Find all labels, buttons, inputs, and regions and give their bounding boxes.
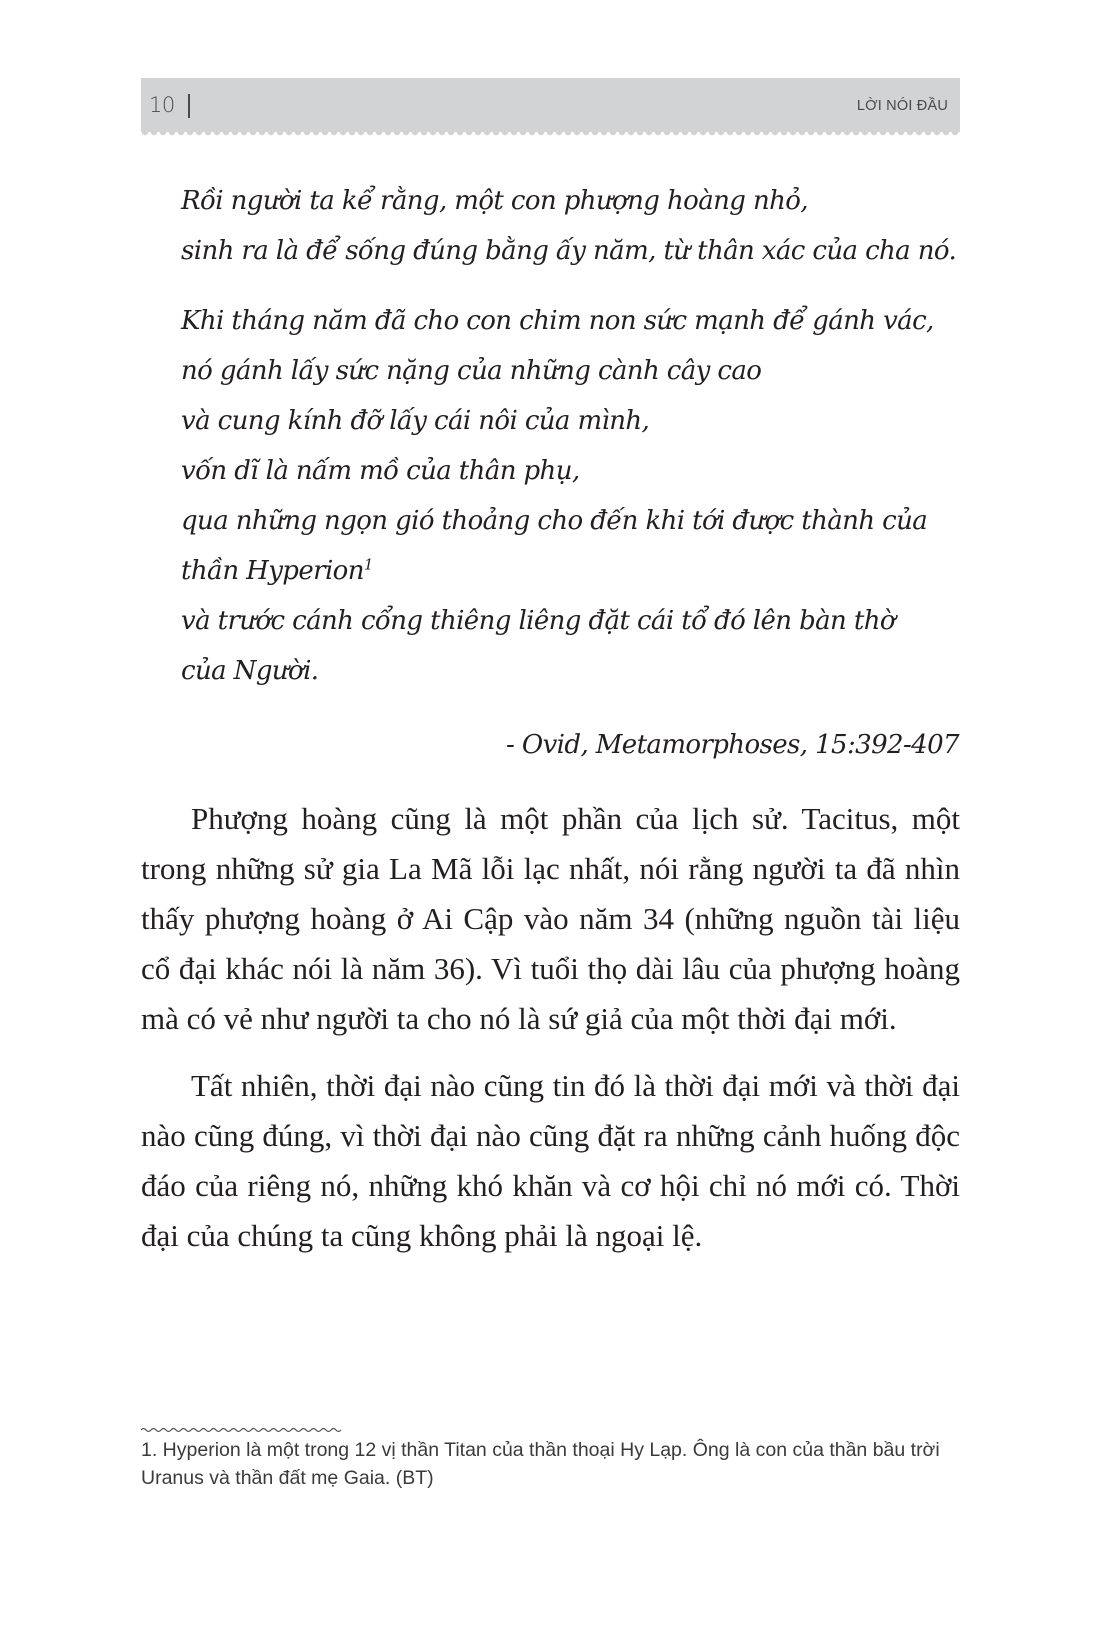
footnote-separator-wave: [141, 1426, 342, 1434]
poem-line: vốn dĩ là nấm mồ của thân phụ,: [181, 456, 580, 486]
poem-line: nó gánh lấy sức nặng của những cành cây cao: [181, 356, 762, 386]
poem-line: sinh ra là để sống đúng bằng ấy năm, từ thân xác của cha nó.: [181, 236, 957, 266]
body-text: [141, 794, 960, 1261]
poem-line: qua những ngọn gió thoảng cho đến khi tới được thành của: [181, 506, 928, 536]
poem-attribution: - Ovid, Metamorphoses, 15:392-407: [506, 730, 959, 760]
poem-line: Khi tháng năm đã cho con chim non sức mạnh để gánh vác,: [181, 306, 934, 336]
header-divider: [188, 94, 190, 118]
poem-stanza-2: [181, 296, 961, 696]
running-header: [141, 78, 960, 132]
poem-stanza-1: [181, 176, 961, 276]
footnote-reference[interactable]: 1: [363, 555, 373, 574]
poem-line-text: thần Hyperion: [181, 556, 364, 586]
poem-line: và trước cánh cổng thiêng liêng đặt cái tổ đó lên bàn thờ: [181, 606, 895, 636]
body-paragraph: Tất nhiên, thời đại nào cũng tin đó là thời đại mới và thời đại nào cũng đúng, vì thời đại nào cũng đặt ra những cảnh huống độc đáo của riêng nó, những khó khăn và cơ hội chỉ nó mới có. Thời đại của chúng ta cũng không phải là ngoại lệ.: [141, 1068, 960, 1253]
poem-line: và cung kính đỡ lấy cái nôi của mình,: [181, 406, 650, 436]
body-paragraph: Phượng hoàng cũng là một phần của lịch sử. Tacitus, một trong những sử gia La Mã lỗi lạc nhất, nói rằng người ta đã nhìn thấy phượng hoàng ở Ai Cập vào năm 34 (những nguồn tài liệu cổ đại khác nói là năm 36). Vì tuổi thọ dài lâu của phượng hoàng mà có vẻ như người ta cho nó là sứ giả của một thời đại mới.: [141, 801, 960, 1036]
footnote-1: 1. Hyperion là một trong 12 vị thần Titan của thần thoại Hy Lạp. Ông là con của thần bầu trời Uranus và thần đất mẹ Gaia. (BT): [141, 1439, 940, 1489]
page-number: 10: [149, 93, 175, 117]
running-title: LỜI NÓI ĐẦU: [856, 98, 948, 114]
poem-line: Rồi người ta kể rằng, một con phượng hoàng nhỏ,: [181, 186, 808, 216]
poem-line: của Người.: [181, 656, 319, 686]
poem-line-with-footnote: [181, 546, 961, 596]
epigraph-poem: [181, 176, 961, 696]
